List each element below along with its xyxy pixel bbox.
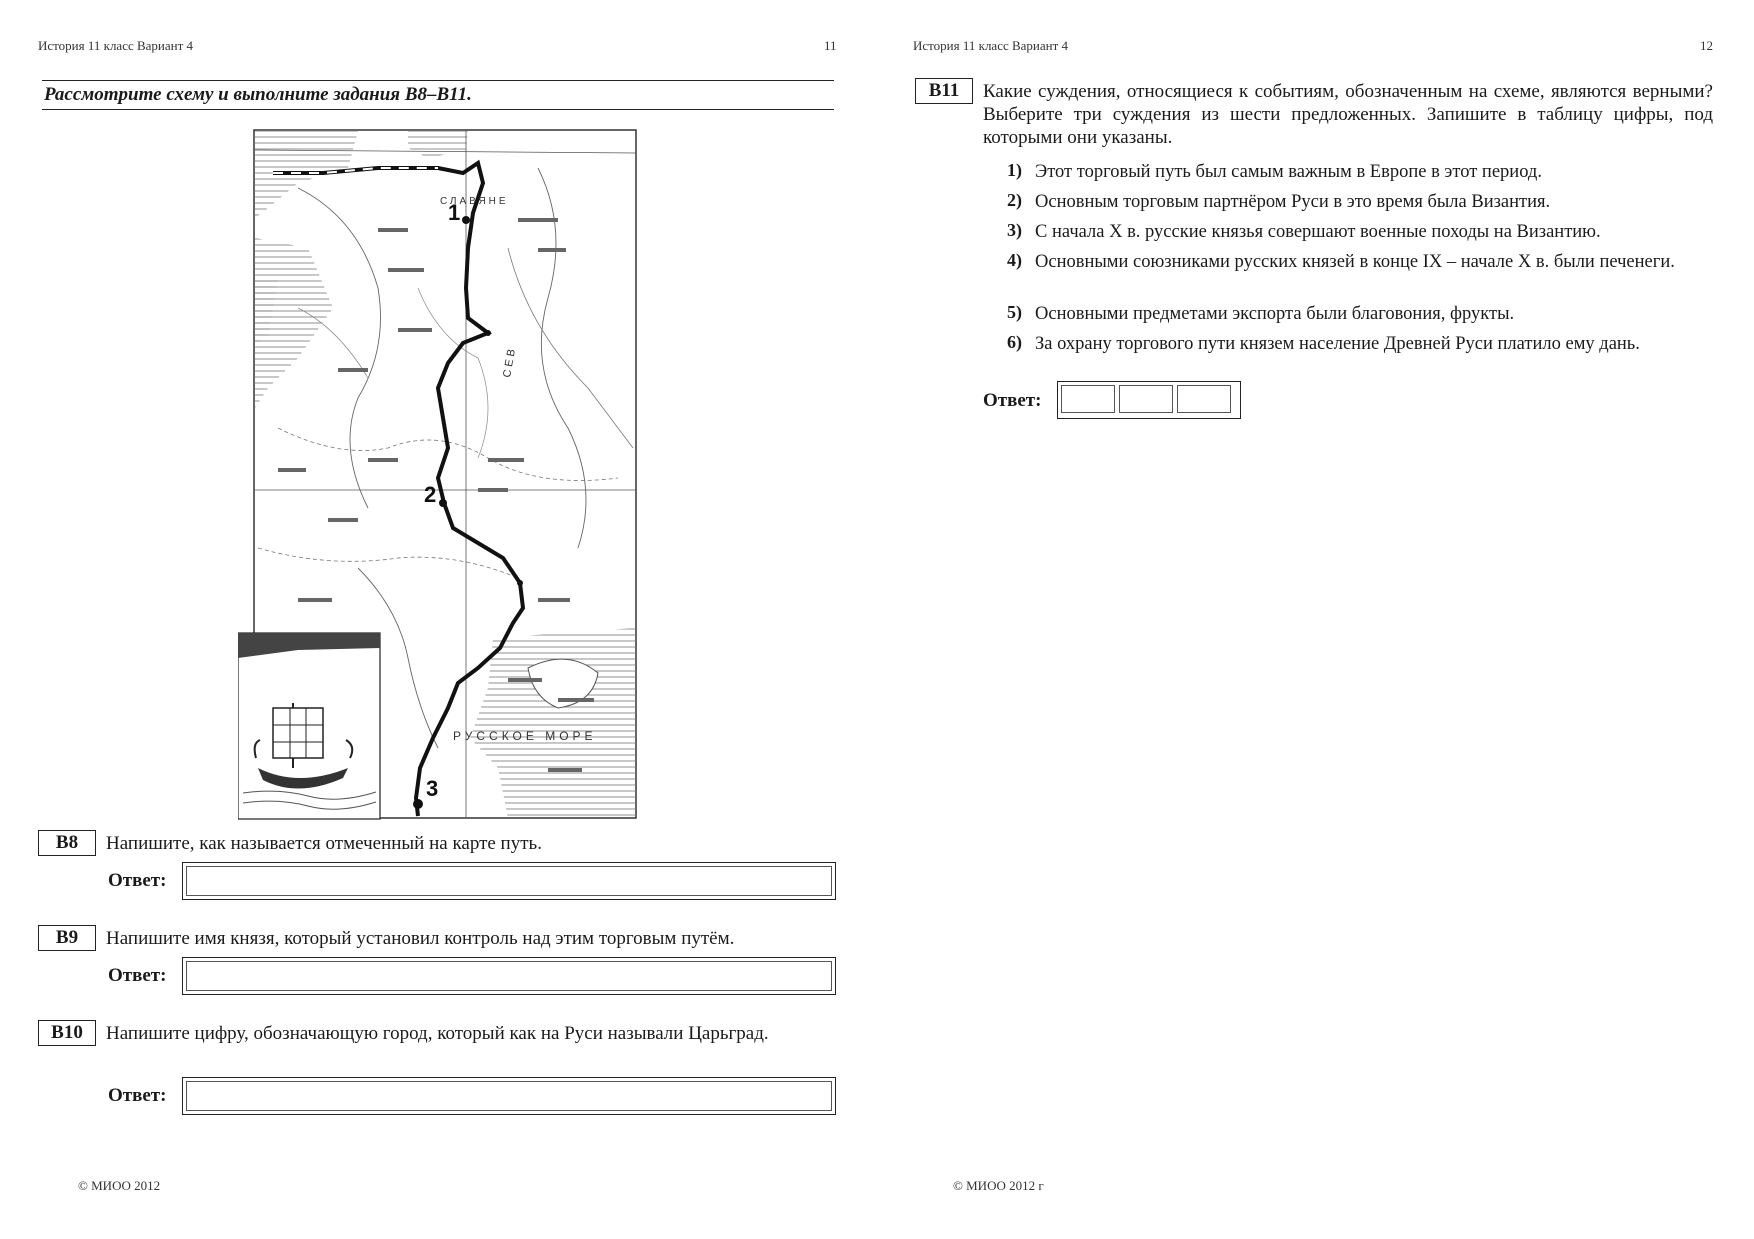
- option-number: 2): [1007, 190, 1022, 210]
- answer-cells-b11: [1057, 381, 1241, 419]
- option-text: За охрану торгового пути князем население Древней Руси платило ему дань.: [1035, 334, 1640, 354]
- option-number: 1): [1007, 160, 1022, 180]
- answer-cell-2[interactable]: [1119, 385, 1173, 413]
- map-marker-1: 1: [448, 200, 461, 225]
- task-text-b8: Напишите, как называется отмеченный на карте путь.: [106, 833, 542, 854]
- page-header: История 11 класс Вариант 4: [913, 38, 1069, 53]
- answer-cell-1[interactable]: [1061, 385, 1115, 413]
- map-label-slavs: СЛАВЯНЕ: [440, 196, 509, 207]
- task-text-b9: Напишите имя князя, который установил контроль над этим торговым путём.: [106, 928, 735, 949]
- answer-field-b8[interactable]: [182, 862, 836, 900]
- answer-label-b10: Ответ:: [108, 1085, 167, 1106]
- task-code-b11: B11: [915, 78, 973, 104]
- option-text: Основными предметами экспорта были благовония, фрукты.: [1035, 304, 1515, 324]
- historical-map: [238, 128, 638, 820]
- option-text: Этот торговый путь был самым важным в Европе в этот период.: [1035, 162, 1542, 182]
- option-number: 5): [1007, 302, 1022, 322]
- task-text-b11: Какие суждения, относящиеся к событиям, обозначенным на схеме, являются верными? Выберите три суждения из шести предложенных. Запишите в таблицу цифры, под которыми они указаны.: [983, 81, 1713, 148]
- task-code-b10: B10: [38, 1020, 96, 1046]
- answer-label-b9: Ответ:: [108, 965, 167, 986]
- answer-label-b8: Ответ:: [108, 870, 167, 891]
- instruction-text: Рассмотрите схему и выполните задания В8–В11.: [44, 84, 472, 105]
- answer-field-b9[interactable]: [182, 957, 836, 995]
- page-header: История 11 класс Вариант 4: [38, 38, 194, 53]
- map-drawing: [238, 128, 638, 820]
- instruction-title: [42, 80, 834, 110]
- task-code-b9: B9: [38, 925, 96, 951]
- option-number: 4): [1007, 250, 1022, 270]
- right-page: [877, 0, 1754, 1239]
- answer-label-b11: Ответ:: [983, 390, 1042, 411]
- map-label-sev: СЕВ: [501, 345, 519, 379]
- option-text: Основными союзниками русских князей в конце IX – начале X в. были печенеги.: [1035, 252, 1675, 272]
- map-label-sea: РУССКОЕ МОРЕ: [453, 729, 597, 743]
- option-number: 3): [1007, 220, 1022, 240]
- option-number: 6): [1007, 332, 1022, 352]
- task-text-b10: Напишите цифру, обозначающую город, который как на Руси называли Царьград.: [106, 1023, 769, 1044]
- map-marker-2: 2: [424, 482, 437, 507]
- task-code-b8: B8: [38, 830, 96, 856]
- option-text: С начала X в. русские князья совершают военные походы на Византию.: [1035, 222, 1601, 242]
- page-number: 12: [1700, 38, 1713, 53]
- page-footer: © МИОО 2012 г: [953, 1178, 1044, 1193]
- page-footer: © МИОО 2012: [78, 1178, 161, 1193]
- option-text: Основным торговым партнёром Руси в это время была Византия.: [1035, 192, 1551, 212]
- answer-field-b10[interactable]: [182, 1077, 836, 1115]
- answer-cell-3[interactable]: [1177, 385, 1231, 413]
- map-marker-3: 3: [426, 776, 439, 801]
- page-number: 11: [824, 38, 837, 53]
